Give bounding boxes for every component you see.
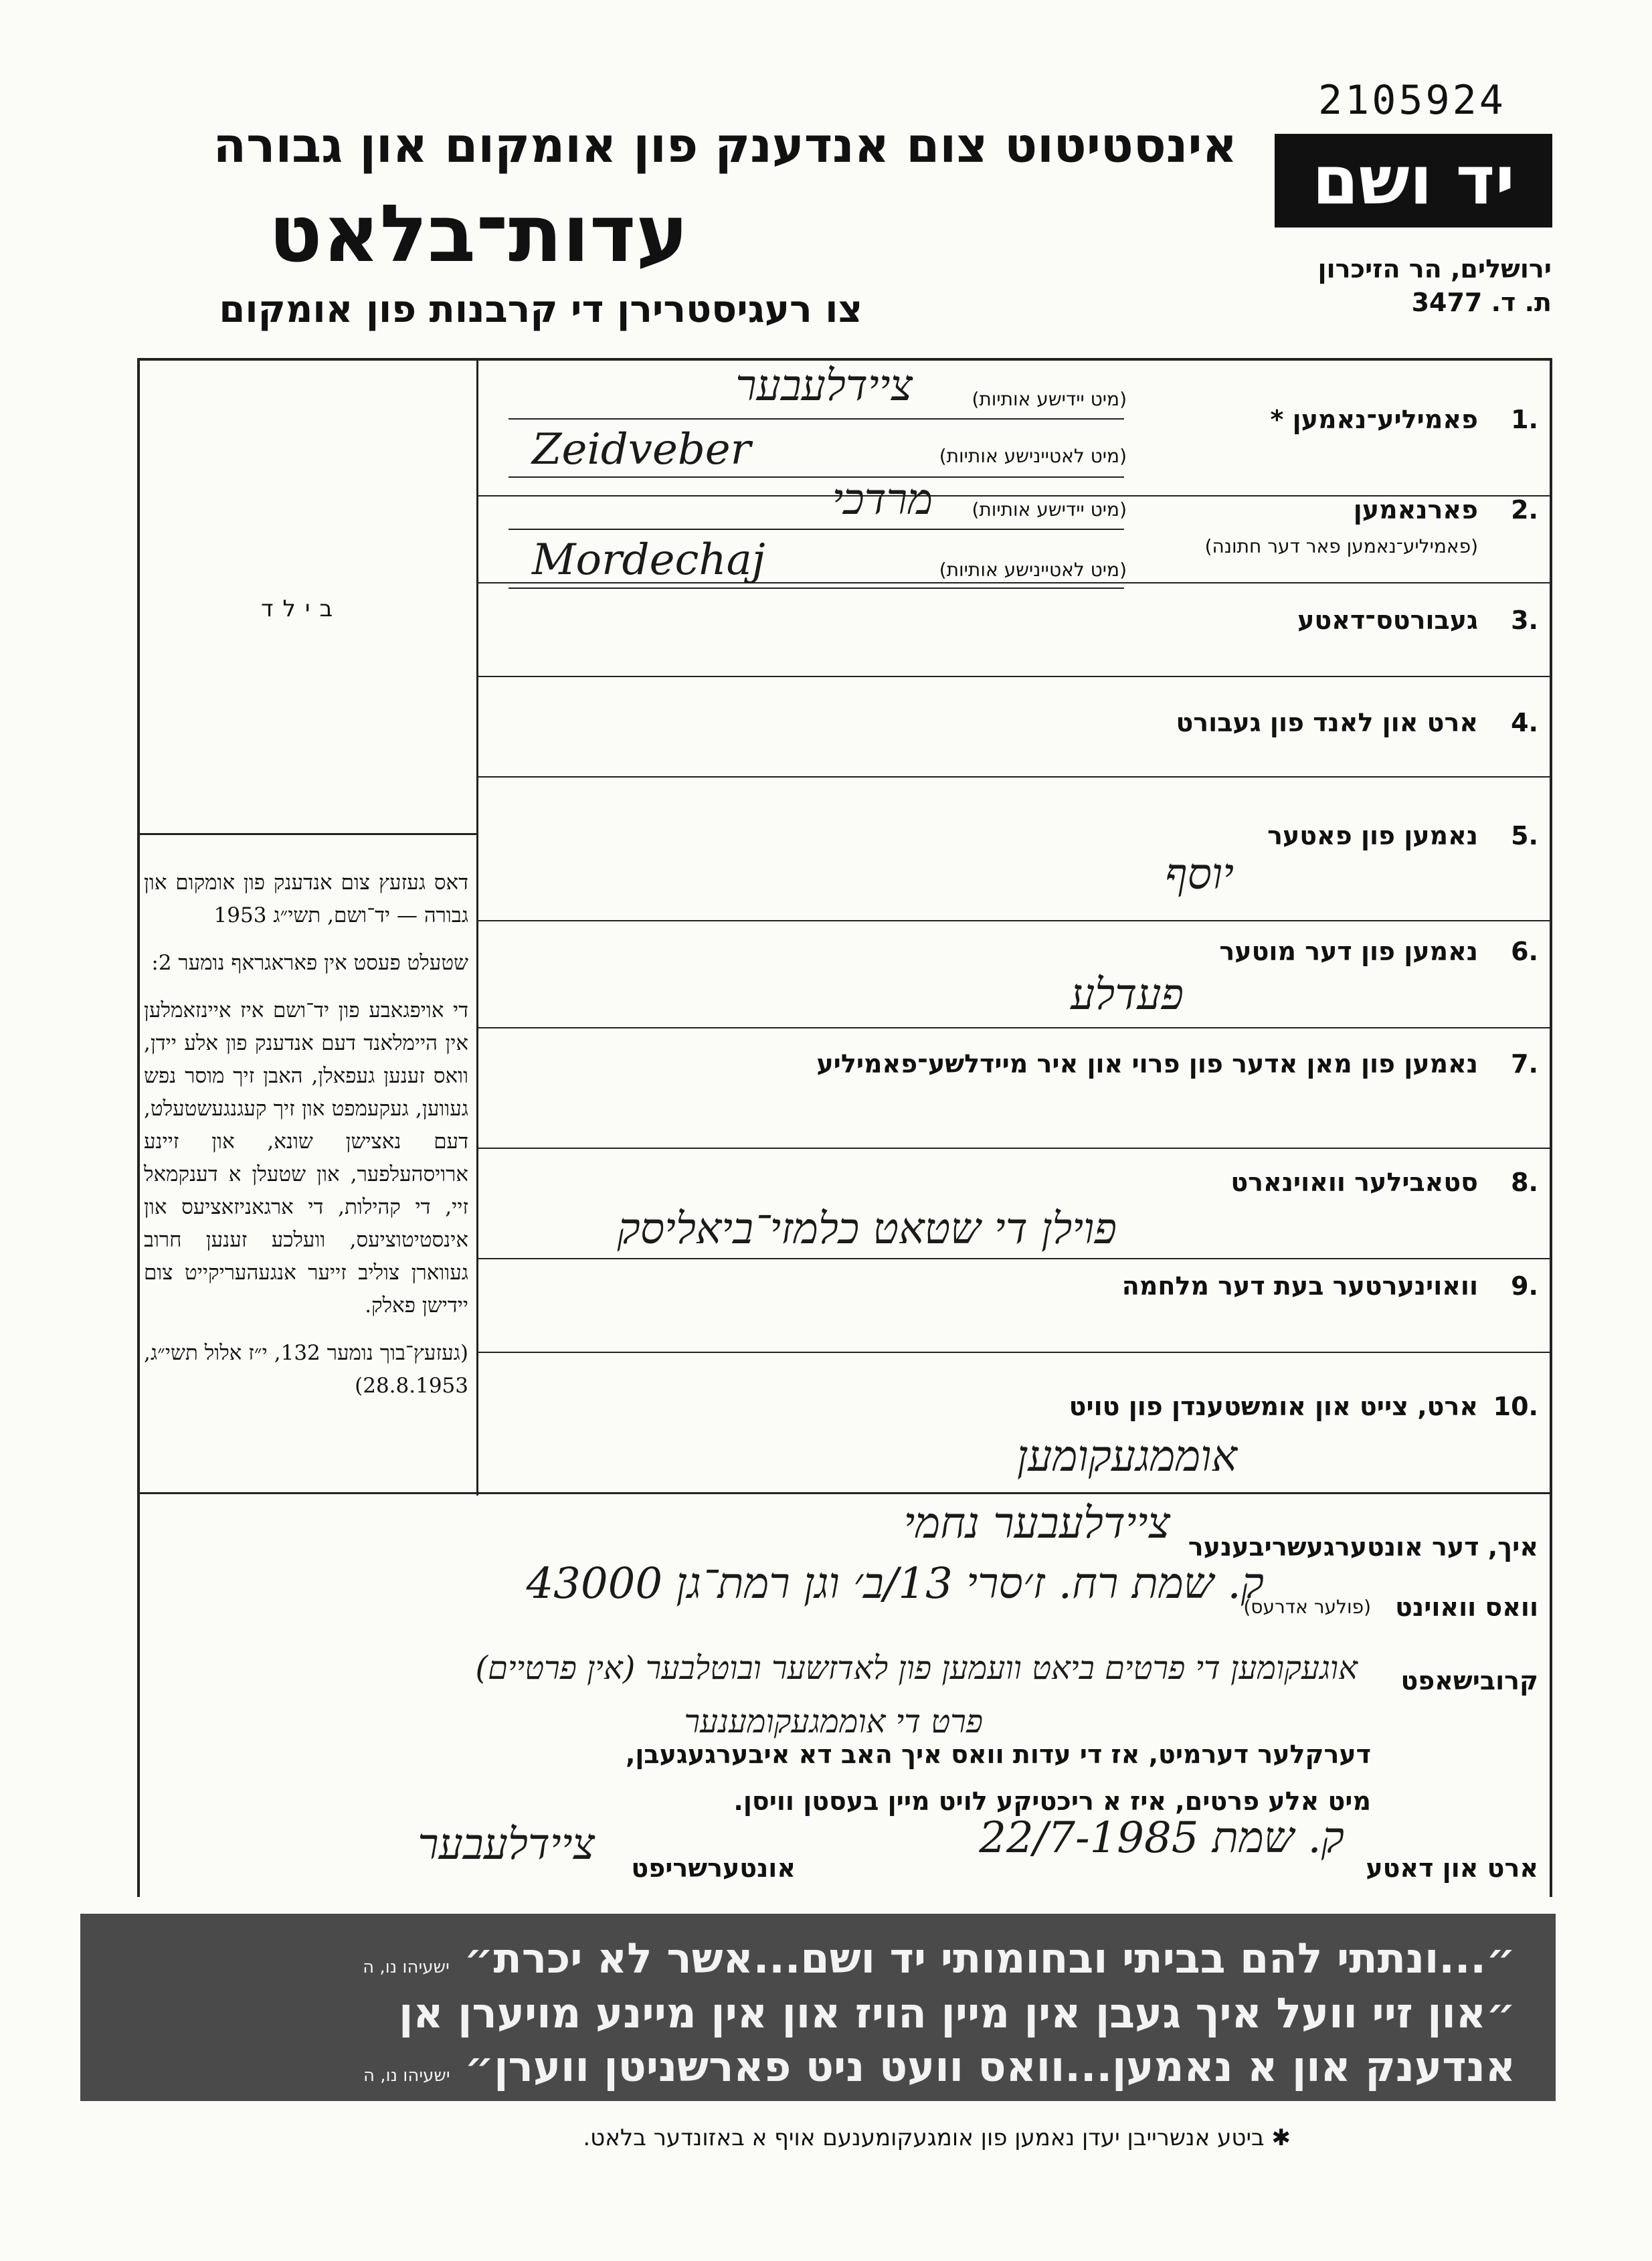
frame-top	[137, 358, 1552, 361]
field-2-value-yiddish[interactable]: מרדכי	[832, 475, 933, 525]
field-4-label: ארט און לאנד פון געבורט	[1176, 708, 1478, 737]
form-subtitle: צו רעגיסטרירן די קרבנות פון אומקום	[219, 288, 862, 331]
field-8-label: סטאבילער וואוינארט	[1230, 1168, 1478, 1197]
row-sep	[476, 676, 1552, 677]
witness-value[interactable]: ציידלעבער נחמי	[903, 1499, 1170, 1548]
field-1-hint-latin: (מיט לאטיינישע אותיות)	[939, 445, 1127, 467]
photo-box-bottom	[137, 833, 478, 835]
law-body: די אויפגאבע פון יד־ושם איז איינזאמלען אין היימלאנד דעם אנדענק פון אלע יידן, וואס זענען געפאלן, האבן זיך מוסר נפש געווען, געקעמפט און זיך קעגנגעשטעלט, דעם נאצישן שונא, און זיינע ארויסהעלפער, און שטעלן א דענקמאל זיי, די קהילות, די ארגאניזאציעס און אינסטיטוציעס, וועלכע זענען חרוב געווארן צוליב זייער אנגעהעריקייט צום יידישן פאלק.	[144, 998, 468, 1318]
field-4-number: 4.	[1511, 708, 1538, 737]
field-5-value[interactable]: יוסף	[1165, 850, 1234, 899]
address-po-box: ת. ד. 3477	[1411, 288, 1552, 317]
law-title: דאס געזעץ צום אנדענק פון אומקום און גבורה — יד־ושם, תשי״ג 1953	[144, 871, 468, 927]
declaration-line-1: דערקלער דערמיט, אז די עדות וואס איך האב דא איבערגעגעבן,	[625, 1740, 1371, 1769]
field-10-label: ארט, צייט און אומשטענדן פון טויט	[1069, 1392, 1478, 1421]
row-sep	[476, 776, 1552, 778]
field-9-label: וואוינערטער בעת דער מלחמה	[1121, 1271, 1478, 1301]
footnote-text: ביטע אנשרייבן יעדן נאמען פון אומגעקומענעם אויף א באזונדער בלאט.	[583, 2124, 1265, 2151]
answer-underline	[509, 476, 1124, 478]
banner-line-3-source: ישעיהו נו, ה	[363, 2066, 450, 2086]
legal-box-bottom	[137, 1492, 1552, 1494]
witness-label: איך, דער אונטערגעשריבענער	[1188, 1532, 1538, 1562]
address-label: וואס וואוינט	[1395, 1593, 1538, 1622]
field-6-number: 6.	[1511, 937, 1538, 966]
footnote	[583, 2124, 1291, 2151]
banner-line-1-text: ״...ונתתי להם בביתי ובחומותי יד ושם...אשר לא יכרת״	[464, 1934, 1516, 1983]
field-2-value-latin[interactable]: Mordechaj	[532, 535, 765, 585]
yad-vashem-logo: יד ושם	[1275, 134, 1552, 228]
frame-left	[137, 358, 140, 1897]
field-1-value-latin[interactable]: Zeidveber	[532, 425, 751, 474]
address-value[interactable]: ק. שמת רח. ז׳סרי 13/ב׳ וגן רמת־גן 43000	[526, 1559, 1264, 1609]
field-2-hint-latin: (מיט לאטיינישע אותיות)	[939, 559, 1127, 581]
quote-banner	[80, 1914, 1556, 2101]
relation-note[interactable]: פרט די אוממגעקומענער	[684, 1703, 983, 1740]
legal-text	[144, 867, 468, 1417]
field-6-value[interactable]: פעדלע	[1071, 970, 1184, 1020]
field-9-number: 9.	[1511, 1271, 1538, 1301]
address-hint: (פולער אדרעס)	[1243, 1596, 1371, 1618]
banner-line-1-source: ישעיהו נו, ה	[363, 1957, 450, 1977]
law-paragraph: שטעלט פעסט אין פאראגראף נומער 2:	[151, 951, 468, 975]
declaration-line-2: מיט אלע פרטים, איז א ריכטיקע לויט מיין בעסטן וויסן.	[733, 1787, 1371, 1816]
field-2-number: 2.	[1511, 495, 1538, 525]
photo-column-divider	[476, 358, 478, 1496]
field-1-number: 1.	[1511, 405, 1538, 434]
banner-line-3	[363, 2042, 1516, 2091]
field-6-label: נאמען פון דער מוטער	[1219, 937, 1478, 966]
row-sep	[476, 1258, 1552, 1259]
banner-line-2: ״און זיי וועל איך געבן אין מיין הויז און אין מיינע מויערן אן	[399, 1989, 1516, 2038]
field-5-label: נאמען פון פאטער	[1267, 821, 1478, 850]
law-citation: (געזעץ־בוך נומער 132, י״ז אלול תשי״ג, 28.8.1953)	[144, 1341, 468, 1398]
document-number: 2105924	[1318, 77, 1506, 124]
row-sep	[476, 1352, 1552, 1353]
place-date-label: ארט און דאטע	[1366, 1853, 1538, 1883]
row-sep	[476, 1027, 1552, 1028]
field-10-value[interactable]: אוממגעקומען	[1016, 1432, 1237, 1481]
field-3-number: 3.	[1511, 606, 1538, 635]
row-sep	[476, 1148, 1552, 1149]
answer-underline	[509, 587, 1124, 589]
relation-label: קרובישאפט	[1400, 1666, 1538, 1696]
field-8-value[interactable]: פוילן די שטאט כלמזי־ביאליסק	[617, 1204, 1117, 1254]
field-1-label: פאמיליע־נאמען *	[1270, 405, 1478, 434]
form-title: עדות־בלאט	[268, 187, 689, 280]
field-1-hint-yiddish: (מיט יידישע אותיות)	[972, 388, 1127, 410]
photo-label: בילד	[261, 596, 343, 622]
field-8-number: 8.	[1511, 1168, 1538, 1197]
field-5-number: 5.	[1511, 821, 1538, 850]
signature-label: אונטערשריפט	[631, 1853, 796, 1883]
address-city: ירושלים, הר הזיכרון	[1317, 254, 1552, 284]
banner-line-3-text: אנדענק און א נאמען...וואס וועט ניט פארשניטן ווערן״	[464, 2042, 1516, 2091]
frame-right	[1550, 358, 1552, 1897]
institute-name: אינסטיטוט צום אנדענק פון אומקום און גבורה	[213, 117, 1237, 173]
field-10-number: 10.	[1493, 1392, 1538, 1421]
answer-underline	[509, 529, 1124, 530]
field-2-sublabel: (פאמיליע־נאמען פאר דער חתונה)	[1204, 535, 1478, 557]
signature-value[interactable]: ציידלעבער	[418, 1820, 595, 1870]
footnote-asterisk-icon: ✱	[1264, 2124, 1291, 2151]
field-7-number: 7.	[1511, 1049, 1538, 1079]
field-1-value-yiddish[interactable]: ציידלעבער	[735, 361, 913, 411]
field-2-hint-yiddish: (מיט יידישע אותיות)	[972, 499, 1127, 521]
field-3-label: געבורטס־דאטע	[1297, 606, 1478, 635]
field-2-label: פארנאמען	[1353, 495, 1478, 525]
row-sep	[476, 920, 1552, 921]
relation-value[interactable]: אוגעקומען די פרטים ביאט וועמען פון לאדזשער ובוטלבער (אין פרטיים)	[475, 1649, 1358, 1687]
field-7-label: נאמען פון מאן אדער פון פרוי און איר מיידלשע־פאמיליע	[816, 1049, 1478, 1079]
answer-underline	[509, 418, 1124, 420]
banner-line-1	[363, 1934, 1516, 1983]
place-date-value[interactable]: ק. שמת 22/7-1985	[979, 1813, 1344, 1863]
